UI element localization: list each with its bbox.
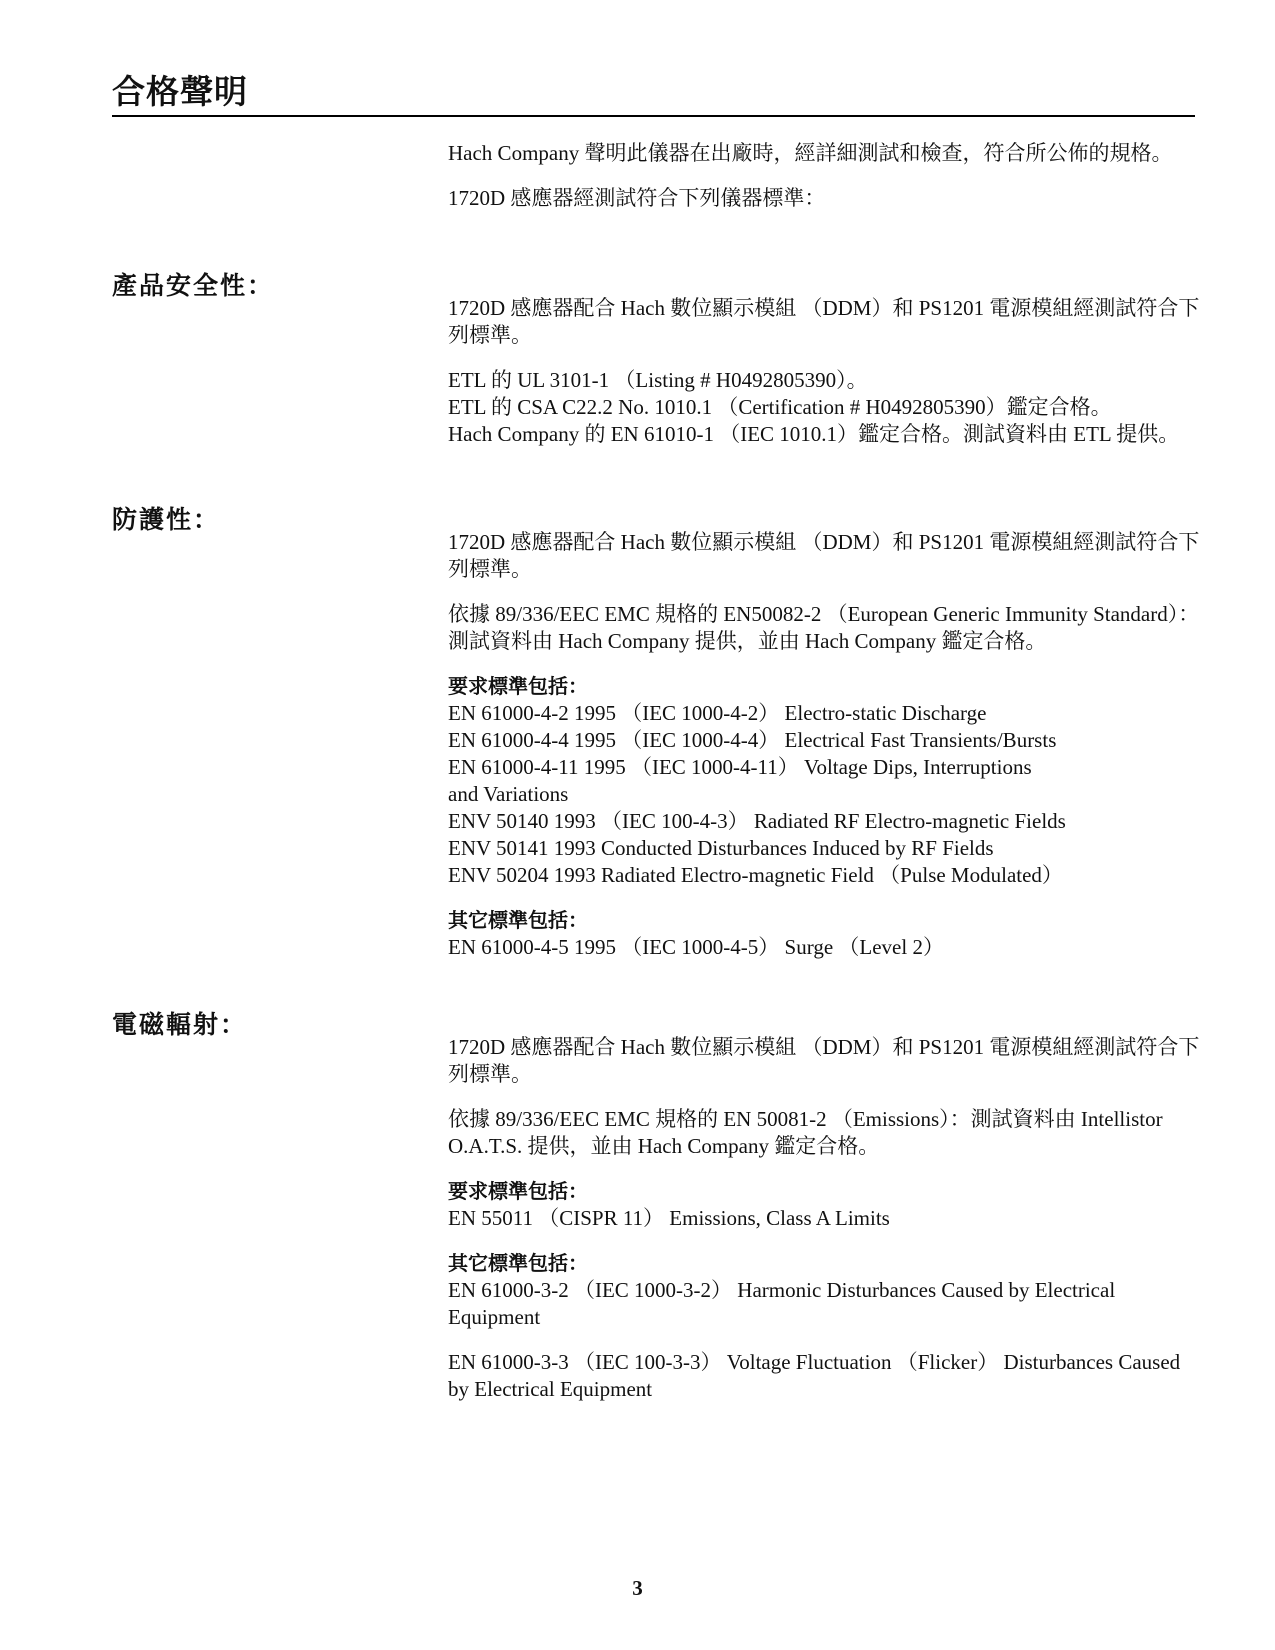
safety-paragraph-1: 1720D 感應器配合 Hach 數位顯示模組 （DDM）和 PS1201 電源模組經測試符合下列標準。: [448, 296, 1200, 347]
emissions-paragraph-2: 依據 89/336/EEC EMC 規格的 EN 50081-2 （Emissions）：測試資料由 Intellistor O.A.T.S. 提供，並由 Hach Company 鑑定合格。: [448, 1107, 1163, 1158]
standard-line: ENV 50141 1993 Conducted Disturbances Induced by RF Fields: [448, 836, 994, 860]
emissions-other-heading: 其它標準包括：: [448, 1251, 588, 1275]
standard-line: EN 61000-4-5 1995 （IEC 1000-4-5） Surge （Level 2）: [448, 935, 944, 959]
emissions-block: [448, 1034, 1200, 1403]
standard-line: EN 61000-4-4 1995 （IEC 1000-4-4） Electrical Fast Transients/Bursts: [448, 728, 1057, 752]
standard-line: EN 55011 （CISPR 11） Emissions, Class A Limits: [448, 1206, 890, 1230]
emissions-required-heading: 要求標準包括：: [448, 1179, 588, 1203]
title-rule: [112, 115, 1195, 117]
standard-line: EN 61000-4-2 1995 （IEC 1000-4-2） Electro-static Discharge: [448, 701, 987, 725]
section-heading-immunity: 防護性：: [112, 505, 221, 534]
page-title: 合格聲明: [112, 72, 248, 111]
intro-block: [448, 140, 1200, 212]
safety-line: Hach Company 的 EN 61010-1 （IEC 1010.1）鑑定合格。測試資料由 ETL 提供。: [448, 422, 1180, 446]
safety-line: ETL 的 UL 3101-1 （Listing # H0492805390）。: [448, 368, 868, 392]
standard-paragraph: EN 61000-3-3 （IEC 100-3-3） Voltage Fluctuation （Flicker） Disturbances Caused by Electrical Equipment: [448, 1350, 1181, 1401]
intro-paragraph-2: 1720D 感應器經測試符合下列儀器標準：: [448, 186, 826, 210]
immunity-block: [448, 529, 1200, 961]
standard-paragraph: EN 61000-3-2 （IEC 1000-3-2） Harmonic Disturbances Caused by Electrical Equipment: [448, 1278, 1116, 1329]
safety-listing-group: [448, 367, 1200, 448]
emissions-paragraph-1: 1720D 感應器配合 Hach 數位顯示模組 （DDM）和 PS1201 電源模組經測試符合下列標準。: [448, 1035, 1200, 1086]
immunity-paragraph-1: 1720D 感應器配合 Hach 數位顯示模組 （DDM）和 PS1201 電源模組經測試符合下列標準。: [448, 530, 1200, 581]
page-number: 3: [632, 1576, 643, 1600]
intro-paragraph-1: Hach Company 聲明此儀器在出廠時，經詳細測試和檢查，符合所公佈的規格。: [448, 141, 1173, 165]
safety-block: [448, 295, 1200, 448]
standard-line: EN 61000-4-11 1995 （IEC 1000-4-11） Voltage Dips, Interruptions: [448, 755, 1032, 779]
section-heading-emissions: 電磁輻射：: [112, 1010, 248, 1039]
immunity-required-heading: 要求標準包括：: [448, 674, 588, 698]
standard-line: and Variations: [448, 782, 569, 806]
standard-line: ENV 50140 1993 （IEC 100-4-3） Radiated RF Electro-magnetic Fields: [448, 809, 1066, 833]
safety-line: ETL 的 CSA C22.2 No. 1010.1 （Certification # H0492805390）鑑定合格。: [448, 395, 1112, 419]
standard-line: ENV 50204 1993 Radiated Electro-magnetic Field （Pulse Modulated）: [448, 863, 1063, 887]
immunity-other-heading: 其它標準包括：: [448, 908, 588, 932]
section-heading-safety: 產品安全性：: [112, 271, 275, 300]
immunity-paragraph-2: 依據 89/336/EEC EMC 規格的 EN50082-2 （European Generic Immunity Standard）：測試資料由 Hach Company 提供，並由 Hach Company 鑑定合格。: [448, 602, 1200, 653]
